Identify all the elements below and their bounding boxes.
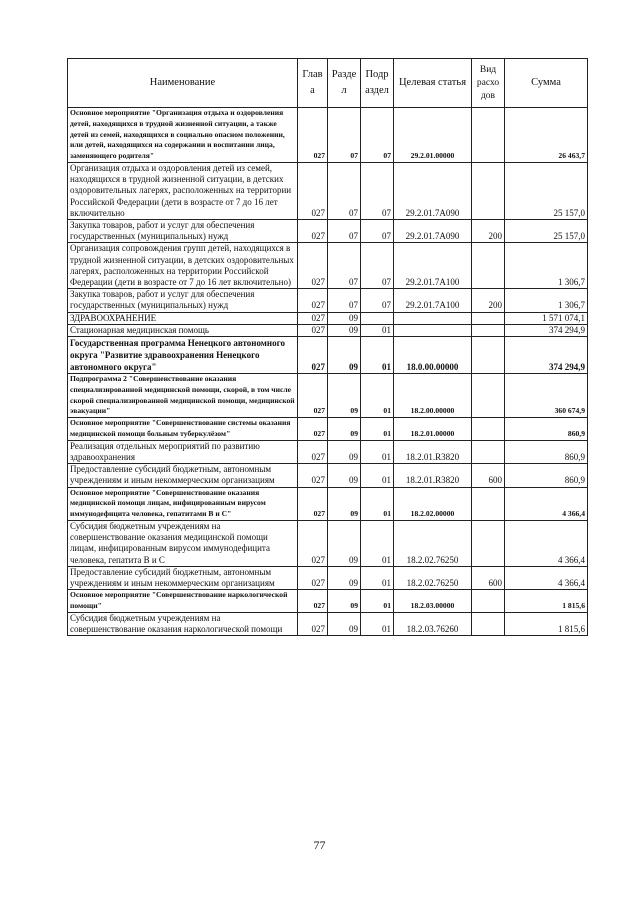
cell-sum: 860,9 <box>505 418 588 441</box>
cell-target: 29.2.01.7А100 <box>394 243 472 289</box>
cell-glava: 027 <box>298 289 328 312</box>
cell-sum: 860,9 <box>505 464 588 487</box>
cell-glava: 027 <box>298 612 328 635</box>
cell-name: ЗДРАВООХРАНЕНИЕ <box>68 312 298 324</box>
cell-glava: 027 <box>298 312 328 324</box>
cell-podrazdel: 07 <box>361 289 394 312</box>
cell-sum: 4 366,4 <box>505 566 588 589</box>
cell-glava: 027 <box>298 162 328 219</box>
cell-sum: 860,9 <box>505 440 588 463</box>
cell-podrazdel: 01 <box>361 324 394 336</box>
cell-target: 18.2.01.R3820 <box>394 464 472 487</box>
cell-vid <box>472 590 505 613</box>
cell-target: 29.2.01.7А090 <box>394 162 472 219</box>
cell-glava: 027 <box>298 374 328 418</box>
cell-podrazdel: 01 <box>361 418 394 441</box>
cell-sum: 4 366,4 <box>505 521 588 567</box>
header-podrazdel: Подр аздел <box>361 59 394 108</box>
cell-podrazdel: 07 <box>361 162 394 219</box>
cell-name: Основное мероприятие "Совершенствование наркологической помощи" <box>68 590 298 613</box>
cell-vid <box>472 337 505 374</box>
cell-sum: 360 674,9 <box>505 374 588 418</box>
cell-razdel: 09 <box>328 440 361 463</box>
cell-podrazdel: 01 <box>361 521 394 567</box>
cell-vid <box>472 440 505 463</box>
cell-podrazdel: 01 <box>361 487 394 520</box>
cell-podrazdel: 01 <box>361 566 394 589</box>
cell-podrazdel: 07 <box>361 220 394 243</box>
cell-name: Основное мероприятие "Совершенствование системы оказания медицинской помощи больным туберкулёзом" <box>68 418 298 441</box>
cell-vid <box>472 243 505 289</box>
cell-target: 29.2.01.00000 <box>394 108 472 163</box>
table-row <box>68 337 588 374</box>
cell-name: Реализация отдельных мероприятий по развитию здравоохранения <box>68 440 298 463</box>
table-row <box>68 590 588 613</box>
cell-sum: 1 815,6 <box>505 612 588 635</box>
cell-sum: 1 306,7 <box>505 289 588 312</box>
header-sum: Сумма <box>505 59 588 108</box>
cell-podrazdel: 07 <box>361 243 394 289</box>
cell-name: Организация сопровождения групп детей, находящихся в трудной жизненной ситуации, в детских оздоровительных лагерях, расположенных на территории Российской Федерации (дети в возрасте от 7 до 16 лет включительно) <box>68 243 298 289</box>
cell-sum: 1 571 074,1 <box>505 312 588 324</box>
cell-glava: 027 <box>298 220 328 243</box>
cell-name: Закупка товаров, работ и услуг для обеспечения государственных (муниципальных) нужд <box>68 289 298 312</box>
cell-vid <box>472 521 505 567</box>
cell-glava: 027 <box>298 566 328 589</box>
table-row <box>68 464 588 487</box>
cell-vid <box>472 487 505 520</box>
cell-target: 18.2.02.00000 <box>394 487 472 520</box>
cell-glava: 027 <box>298 243 328 289</box>
cell-sum: 4 366,4 <box>505 487 588 520</box>
cell-target: 18.0.00.00000 <box>394 337 472 374</box>
table-row <box>68 440 588 463</box>
table-row <box>68 374 588 418</box>
table-row <box>68 162 588 219</box>
cell-razdel: 09 <box>328 418 361 441</box>
cell-vid <box>472 108 505 163</box>
cell-sum: 374 294,9 <box>505 324 588 336</box>
table-row <box>68 243 588 289</box>
cell-razdel: 07 <box>328 289 361 312</box>
cell-glava: 027 <box>298 324 328 336</box>
table-row <box>68 312 588 324</box>
cell-podrazdel: 07 <box>361 108 394 163</box>
cell-podrazdel: 01 <box>361 374 394 418</box>
cell-target: 29.2.01.7А100 <box>394 289 472 312</box>
cell-glava: 027 <box>298 418 328 441</box>
cell-glava: 027 <box>298 108 328 163</box>
table-row <box>68 220 588 243</box>
cell-name: Закупка товаров, работ и услуг для обеспечения государственных (муниципальных) нужд <box>68 220 298 243</box>
cell-vid: 600 <box>472 566 505 589</box>
cell-razdel: 09 <box>328 337 361 374</box>
cell-vid <box>472 612 505 635</box>
cell-glava: 027 <box>298 521 328 567</box>
cell-podrazdel <box>361 312 394 324</box>
cell-name: Субсидия бюджетным учреждениям на совершенствование оказания наркологической помощи <box>68 612 298 635</box>
cell-razdel: 09 <box>328 566 361 589</box>
cell-name: Подпрограмма 2 "Совершенствование оказания специализированной медицинской помощи, скорой, в том числе скорой специализированной медицинской помощи, медицинской эвакуации" <box>68 374 298 418</box>
cell-name: Основное мероприятие "Организация отдыха и оздоровления детей, находящихся в трудной жизненной ситуации, а также детей из семей, находящихся в социально опасном положении, или детей, находящихся на содержании и воспитании лица, заменяющего родителя" <box>68 108 298 163</box>
cell-razdel: 09 <box>328 521 361 567</box>
cell-target: 18.2.02.76250 <box>394 521 472 567</box>
header-glava: Глав а <box>298 59 328 108</box>
cell-razdel: 09 <box>328 374 361 418</box>
cell-name: Организация отдыха и оздоровления детей из семей, находящихся в трудной жизненной ситуации, в детских оздоровительных лагерях, расположенных на территории Российской Федерации (дети в возрасте от 7 до 16 лет включительно <box>68 162 298 219</box>
cell-razdel: 09 <box>328 590 361 613</box>
cell-target: 18.2.01.00000 <box>394 418 472 441</box>
cell-podrazdel: 01 <box>361 612 394 635</box>
table-row <box>68 612 588 635</box>
cell-vid: 600 <box>472 464 505 487</box>
cell-vid <box>472 324 505 336</box>
cell-razdel: 09 <box>328 324 361 336</box>
header-target: Целевая статья <box>394 59 472 108</box>
table-row <box>68 324 588 336</box>
cell-vid <box>472 374 505 418</box>
header-razdel: Разде л <box>328 59 361 108</box>
header-vid: Вид расхо дов <box>472 59 505 108</box>
cell-razdel: 09 <box>328 464 361 487</box>
cell-razdel: 07 <box>328 243 361 289</box>
cell-sum: 374 294,9 <box>505 337 588 374</box>
cell-vid <box>472 418 505 441</box>
cell-vid: 200 <box>472 220 505 243</box>
cell-podrazdel: 01 <box>361 337 394 374</box>
cell-name: Государственная программа Ненецкого автономного округа "Развитие здравоохранения Ненецкого автономного округа" <box>68 337 298 374</box>
cell-glava: 027 <box>298 487 328 520</box>
cell-name: Основное мероприятие "Совершенствование оказания медицинской помощи лицам, инфицированным вирусом иммунодефицита человека, гепатитами В и С" <box>68 487 298 520</box>
cell-target <box>394 324 472 336</box>
cell-vid <box>472 162 505 219</box>
cell-name: Субсидия бюджетным учреждениям на совершенствование оказания медицинской помощи лицам, инфицированным вирусом иммунодефицита человека, гепатита В и С <box>68 521 298 567</box>
table-row <box>68 566 588 589</box>
table-row <box>68 487 588 520</box>
cell-razdel: 09 <box>328 487 361 520</box>
cell-vid <box>472 312 505 324</box>
cell-sum: 26 463,7 <box>505 108 588 163</box>
table-row <box>68 418 588 441</box>
cell-sum: 25 157,0 <box>505 162 588 219</box>
cell-vid: 200 <box>472 289 505 312</box>
cell-target: 29.2.01.7А090 <box>394 220 472 243</box>
cell-name: Предоставление субсидий бюджетным, автономным учреждениям и иным некоммерческим организациям <box>68 464 298 487</box>
cell-razdel: 07 <box>328 220 361 243</box>
table-row <box>68 289 588 312</box>
header-row <box>68 59 588 108</box>
cell-podrazdel: 01 <box>361 440 394 463</box>
table-row <box>68 108 588 163</box>
cell-sum: 1 306,7 <box>505 243 588 289</box>
page-number: 77 <box>313 838 326 852</box>
cell-razdel: 09 <box>328 612 361 635</box>
cell-glava: 027 <box>298 464 328 487</box>
cell-target: 18.2.02.76250 <box>394 566 472 589</box>
cell-target <box>394 312 472 324</box>
cell-razdel: 07 <box>328 162 361 219</box>
cell-podrazdel: 01 <box>361 464 394 487</box>
cell-sum: 25 157,0 <box>505 220 588 243</box>
header-name: Наименование <box>68 59 298 108</box>
cell-target: 18.2.00.00000 <box>394 374 472 418</box>
budget-table <box>67 58 588 636</box>
cell-razdel: 09 <box>328 312 361 324</box>
cell-glava: 027 <box>298 337 328 374</box>
cell-target: 18.2.01.R3820 <box>394 440 472 463</box>
cell-glava: 027 <box>298 440 328 463</box>
cell-target: 18.2.03.76260 <box>394 612 472 635</box>
cell-target: 18.2.03.00000 <box>394 590 472 613</box>
table-row <box>68 521 588 567</box>
cell-podrazdel: 01 <box>361 590 394 613</box>
cell-name: Предоставление субсидий бюджетным, автономным учреждениям и иным некоммерческим организациям <box>68 566 298 589</box>
cell-glava: 027 <box>298 590 328 613</box>
cell-sum: 1 815,6 <box>505 590 588 613</box>
cell-razdel: 07 <box>328 108 361 163</box>
cell-name: Стационарная медицинская помощь <box>68 324 298 336</box>
